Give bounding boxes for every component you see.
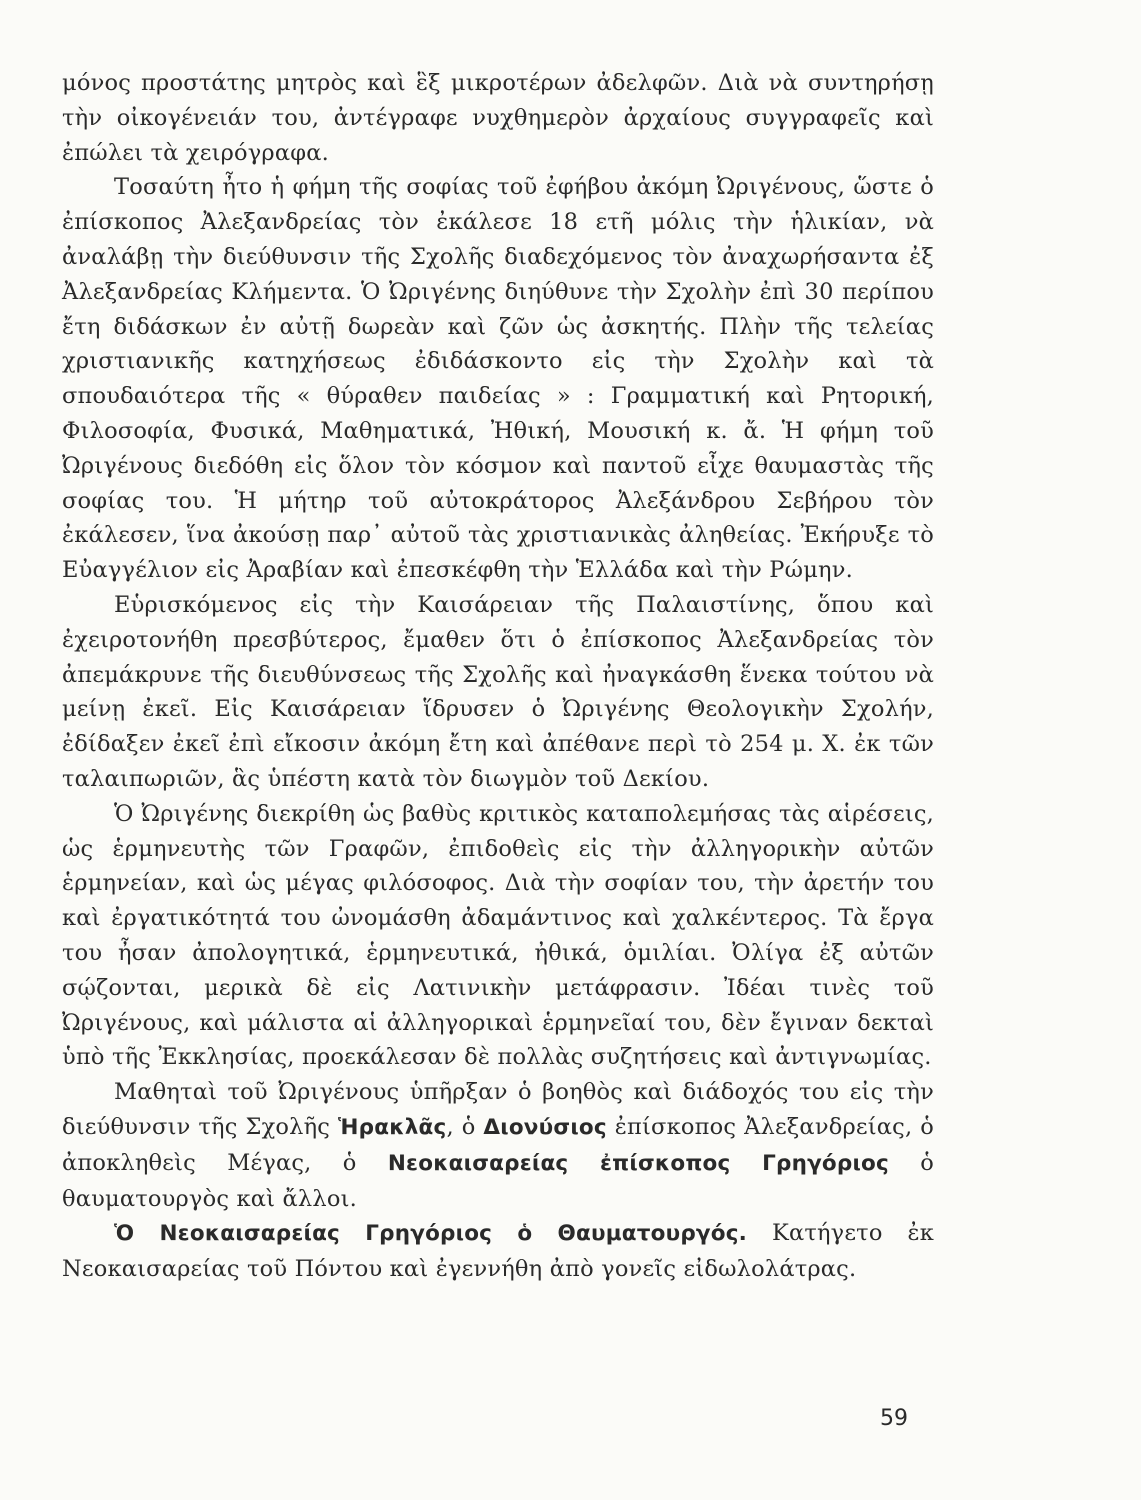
disciples-end: ὁ θαυματουργὸς καὶ ἄλλοι. [62,1149,935,1212]
book-page [62,66,934,1466]
disciple-dionysios: Διονύσιος [483,1114,607,1140]
paragraph-disciples [62,1075,934,1216]
paragraph-caesarea: Εὑρισκόμενος εἰς τὴν Καισάρειαν τῆς Παλαιστίνης, ὅπου καὶ ἐχειροτονήθη πρεσβύτερος, ἔμαθεν ὅτι ὁ ἐπίσκοπος Ἀλεξανδρείας τὸν ἀπεμάκρυνε τῆς διευθύνσεως τῆς Σχολῆς καὶ ἠναγκάσθη ἕνεκα τούτου νὰ μείνῃ ἐκεῖ. Εἰς Καισάρειαν ἵδρυσεν ὁ Ὠριγένης Θεολογικὴν Σχολήν, ἐδίδαξεν ἐκεῖ ἐπὶ εἴκοσιν ἀκόμη ἔτη καὶ ἀπέθανε περὶ τὸ 254 μ. Χ. ἐκ τῶν ταλαιπωριῶν, ἃς ὑπέστη κατὰ τὸν διωγμὸν τοῦ Δεκίου. [62,591,934,792]
disciples-intro: Μαθηταὶ τοῦ Ὠριγένους ὑπῆρξαν ὁ βοηθὸς καὶ διάδοχός του εἰς τὴν διεύθυνσιν τῆς Σχολῆς [62,1079,934,1140]
body-text [62,66,934,1287]
paragraph-fame: Τοσαύτη ἦτο ἡ φήμη τῆς σοφίας τοῦ ἐφήβου ἀκόμη Ὠριγένους, ὥστε ὁ ἐπίσκοπος Ἀλεξανδρείας τὸν ἐκάλεσε 18 ετῆ μόλις τὴν ἡλικίαν, νὰ ἀναλάβῃ τὴν διεύθυνσιν τῆς Σχολῆς διαδεχόμενος τὸν ἀναχωρήσαντα ἐξ Ἀλεξανδρείας Κλήμεντα. Ὁ Ὠριγένης διηύθυνε τὴν Σχολὴν ἐπὶ 30 περίπου ἔτη διδάσκων ἐν αὐτῇ δωρεὰν καὶ ζῶν ὡς ἀσκητής. Πλὴν τῆς τελείας χριστιανικῆς κατηχήσεως ἐδιδάσκοντο εἰς τὴν Σχολὴν καὶ τὰ σπουδαιότερα τῆς « θύραθεν παιδείας » : Γραμματική καὶ Ρητορική, Φιλοσοφία, Φυσικά, Μαθηματικά, Ἠθική, Μουσική κ. ἄ. Ἡ φήμη τοῦ Ὠριγένους διεδόθη εἰς ὅλον τὸν κόσμον καὶ παντοῦ εἶχε θαυμαστὰς τῆς σοφίας του. Ἡ μήτηρ τοῦ αὐτοκράτορος Ἀλεξάνδρου Σεβήρου τὸν ἐκάλεσεν, ἵνα ἀκούσῃ παρ᾿ αὐτοῦ τὰς χριστιανικὰς ἀληθείας. Ἐκήρυξε τὸ Εὐαγγέλιον εἰς Ἀραβίαν καὶ ἐπεσκέφθη τὴν Ἑλλάδα καὶ τὴν Ρώμην. [62,174,934,584]
disciple-gregorios: Νεοκαισαρείας ἐπίσκοπος Γρηγόριος [387,1150,889,1176]
disciples-middle: ἐπίσκοπος Ἀλεξανδρείας, ὁ ἀποκληθεὶς Μέγας, ὁ [62,1113,934,1176]
disciple-heraklas: Ἡρακλᾶς [338,1114,447,1140]
section-text: Κατήγετο ἐκ Νεοκαισαρείας τοῦ Πόντου καὶ ἐγεννήθη ἀπὸ γονεῖς εἰδωλολάτρας. [62,1220,934,1283]
section-gregory [62,1216,934,1287]
paragraph-continuation: μόνος προστάτης μητρὸς καὶ ἓξ μικροτέρων ἀδελφῶν. Διὰ νὰ συντηρήσῃ τὴν οἰκογένειάν του, ἀντέγραφε νυχθημερὸν ἀρχαίους συγγραφεῖς καὶ ἐπώλει τὰ χειρόγραφα. [62,70,934,166]
page-number: 59 [880,1406,908,1431]
disciples-separator: , ὁ [446,1113,476,1140]
paragraph-works: Ὁ Ὠριγένης διεκρίθη ὡς βαθὺς κριτικὸς καταπολεμήσας τὰς αἱρέσεις, ὡς ἑρμηνευτὴς τῶν Γραφῶν, ἐπιδοθεὶς εἰς τὴν ἀλληγορικὴν αὐτῶν ἑρμηνείαν, καὶ ὡς μέγας φιλόσοφος. Διὰ τὴν σοφίαν του, τὴν ἀρετήν του καὶ ἐργατικότητά του ὠνομάσθη ἀδαμάντινος καὶ χαλκέντερος. Τὰ ἔργα του ἦσαν ἀπολογητικά, ἑρμηνευτικά, ἠθικά, ὁμιλίαι. Ὀλίγα ἐξ αὐτῶν σῴζονται, μερικὰ δὲ εἰς Λατινικὴν μετάφρασιν. Ἰδέαι τινὲς τοῦ Ὠριγένους, καὶ μάλιστα αἱ ἀλληγορικαὶ ἑρμηνεῖαί του, δὲν ἔγιναν δεκταὶ ὑπὸ τῆς Ἐκκλησίας, προεκάλεσαν δὲ πολλὰς συζητήσεις καὶ ἀντιγνωμίας. [62,800,934,1071]
section-heading: Ὁ Νεοκαισαρείας Γρηγόριος ὁ Θαυματουργός. [114,1221,748,1247]
